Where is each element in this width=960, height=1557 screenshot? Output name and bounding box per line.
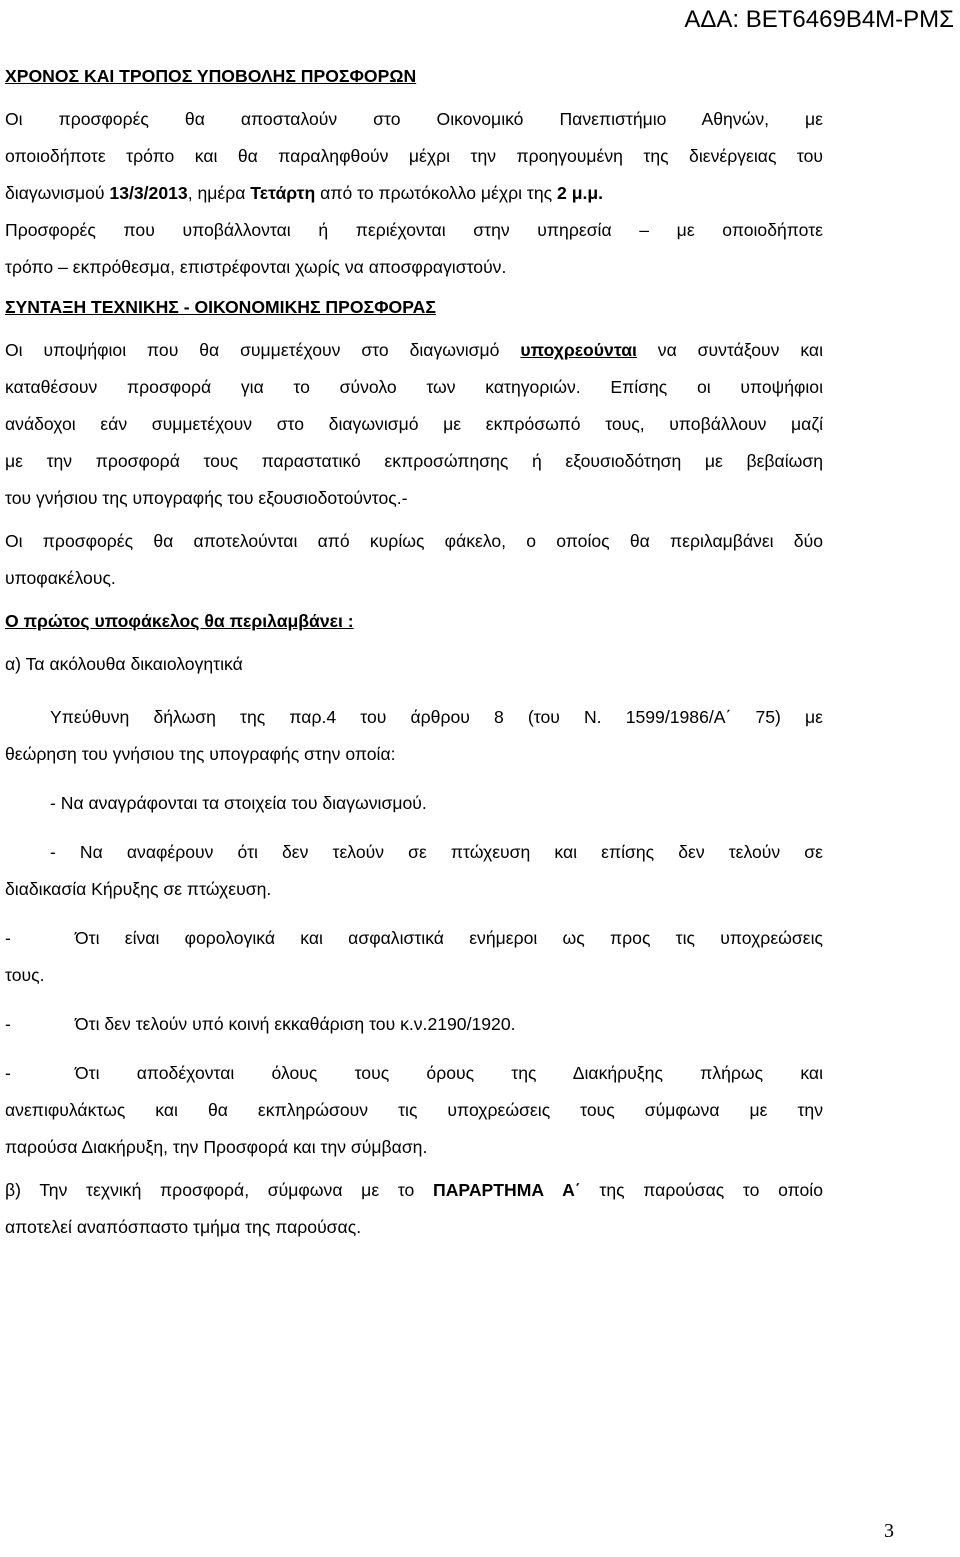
- list-item: ανεπιφυλάκτως και θα εκπληρώσουν τις υποχρεώσεις τους σύμφωνα με την: [5, 1100, 823, 1120]
- para-line: ανάδοχοι εάν συμμετέχουν στο διαγωνισμό με εκπρόσωπό τους, υποβάλλουν μαζί: [5, 414, 823, 434]
- section-title-composition: ΣΥΝΤΑΞΗ ΤΕΧΝΙΚΗΣ - ΟΙΚΟΝΟΜΙΚΗΣ ΠΡΟΣΦΟΡΑΣ: [5, 297, 436, 317]
- item-b-line: αποτελεί αναπόσπαστο τμήμα της παρούσας.: [5, 1217, 362, 1237]
- para-line: οποιοδήποτε τρόπο και θα παραληφθούν μέχρι την προηγουμένη της διενέργειας του: [5, 146, 823, 166]
- annex-a: ΠΑΡΑΡΤΗΜΑ Α΄: [433, 1180, 581, 1200]
- list-item: - Ότι είναι φορολογικά και ασφαλιστικά ενήμεροι ως προς τις υποχρεώσεις: [5, 928, 823, 948]
- obligation-word: υποχρεούνται: [520, 340, 637, 360]
- item-a-label: α) Τα ακόλουθα δικαιολογητικά: [5, 654, 243, 674]
- para-line: με την προσφορά τους παραστατικό εκπροσώπησης ή εξουσιοδότηση με βεβαίωση: [5, 451, 823, 471]
- list-item: - Να αναγράφονται τα στοιχεία του διαγωνισμού.: [50, 793, 427, 813]
- para-line: Προσφορές που υποβάλλονται ή περιέχονται στην υπηρεσία – με οποιοδήποτε: [5, 220, 823, 240]
- para-line: καταθέσουν προσφορά για το σύνολο των κατηγοριών. Επίσης οι υποψήφιοι: [5, 377, 823, 397]
- document-body: [5, 58, 823, 1246]
- para-line: Οι υποψήφιοι που θα συμμετέχουν στο διαγωνισμό υποχρεούνται να συντάξουν και: [5, 340, 823, 360]
- list-item: διαδικασία Κήρυξης σε πτώχευση.: [5, 879, 272, 899]
- list-item: τους.: [5, 965, 45, 985]
- para-line: τρόπο – εκπρόθεσμα, επιστρέφονται χωρίς να αποσφραγιστούν.: [5, 257, 507, 277]
- para-line: υποφακέλους.: [5, 568, 116, 588]
- para-line: Οι προσφορές θα αποτελούνται από κυρίως φάκελο, ο οποίος θα περιλαμβάνει δύο: [5, 531, 823, 551]
- para-line-date: διαγωνισμού 13/3/2013, ημέρα Τετάρτη από το πρωτόκολλο μέχρι της 2 μ.μ.: [5, 183, 604, 203]
- declaration-line: Υπεύθυνη δήλωση της παρ.4 του άρθρου 8 (του Ν. 1599/1986/Α΄ 75) με: [50, 707, 823, 727]
- item-b-line: β) Την τεχνική προσφορά, σύμφωνα με το ΠΑΡΑΡΤΗΜΑ Α΄ της παρούσας το οποίο: [5, 1180, 823, 1200]
- submission-date: 13/3/2013: [109, 183, 188, 203]
- section-title-submission: ΧΡΟΝΟΣ ΚΑΙ ΤΡΟΠΟΣ ΥΠΟΒΟΛΗΣ ΠΡΟΣΦΟΡΩΝ: [5, 66, 417, 86]
- submission-day: Τετάρτη: [250, 183, 316, 203]
- ada-code: ΑΔΑ: ΒΕΤ6469Β4Μ-ΡΜΣ: [684, 6, 954, 33]
- list-item: - Να αναφέρουν ότι δεν τελούν σε πτώχευση και επίσης δεν τελούν σε: [50, 842, 823, 862]
- declaration-line: θεώρηση του γνήσιου της υπογραφής στην οποία:: [5, 744, 396, 764]
- list-item: παρούσα Διακήρυξη, την Προσφορά και την σύμβαση.: [5, 1137, 428, 1157]
- submission-time: 2 μ.μ.: [557, 183, 604, 203]
- list-item: - Ότι αποδέχονται όλους τους όρους της Διακήρυξης πλήρως και: [5, 1063, 823, 1083]
- page-number: 3: [884, 1520, 894, 1542]
- para-line: Οι προσφορές θα αποσταλούν στο Οικονομικό Πανεπιστήμιο Αθηνών, με: [5, 109, 823, 129]
- subfolder-title: Ο πρώτος υποφάκελος θα περιλαμβάνει :: [5, 611, 354, 631]
- para-line: του γνήσιου της υπογραφής του εξουσιοδοτούντος.-: [5, 488, 408, 508]
- list-item: - Ότι δεν τελούν υπό κοινή εκκαθάριση του κ.ν.2190/1920.: [5, 1014, 516, 1034]
